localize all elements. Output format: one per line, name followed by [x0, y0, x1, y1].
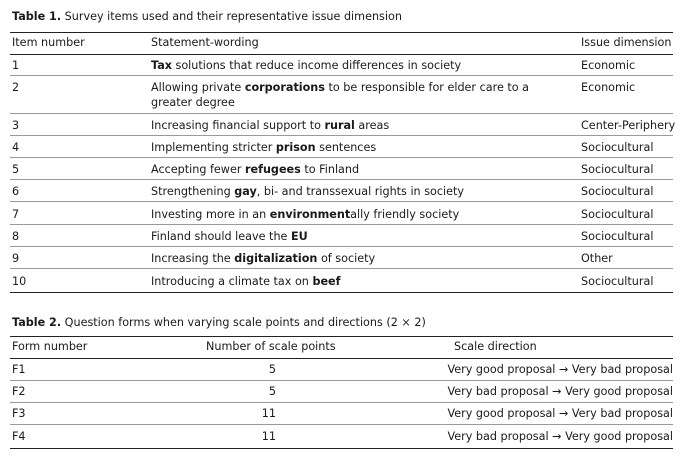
item-number: 8 — [12, 230, 20, 243]
table2-header-direction: Scale direction — [454, 340, 537, 353]
item-number: 2 — [12, 81, 20, 94]
row-divider — [10, 246, 673, 247]
statement-suffix: of society — [317, 252, 376, 265]
statement-prefix: Accepting fewer — [151, 163, 245, 176]
statement-wording — [151, 230, 551, 245]
row-divider — [10, 201, 673, 202]
item-number: 4 — [12, 141, 20, 154]
table1-bottom-rule — [10, 292, 673, 293]
table1-caption — [12, 10, 402, 23]
statement-suffix: solutions that reduce income differences in society — [171, 59, 462, 72]
statement-keyword: rural — [324, 119, 355, 132]
form-number: F1 — [12, 363, 26, 376]
issue-dimension: Other — [581, 252, 613, 265]
statement-suffix: ally friendly society — [350, 208, 460, 221]
item-number: 6 — [12, 185, 20, 198]
statement-wording — [151, 59, 551, 74]
scale-direction: Very bad proposal → Very good proposal — [447, 385, 673, 398]
statement-suffix: to be responsible for elder care to a greater degree — [151, 81, 530, 109]
table2-label: Table 2. — [12, 316, 62, 329]
statement-prefix: Implementing stricter — [151, 141, 276, 154]
item-number: 7 — [12, 208, 20, 221]
table1-header-dimension: Issue dimension — [581, 36, 672, 49]
issue-dimension: Sociocultural — [581, 185, 654, 198]
scale-points: 11 — [261, 430, 276, 443]
statement-keyword: gay — [234, 185, 257, 198]
statement-wording — [151, 208, 551, 223]
issue-dimension: Sociocultural — [581, 275, 654, 288]
table2-top-rule — [10, 336, 673, 337]
statement-suffix: , bi- and transsexual rights in society — [256, 185, 465, 198]
item-number: 3 — [12, 119, 20, 132]
row-divider — [10, 380, 673, 381]
form-number: F3 — [12, 407, 26, 420]
issue-dimension: Sociocultural — [581, 141, 654, 154]
statement-prefix: Introducing a climate tax on — [151, 275, 313, 288]
statement-keyword: digitalization — [234, 252, 318, 265]
table2-header-points: Number of scale points — [206, 340, 336, 353]
statement-keyword: EU — [290, 230, 308, 243]
row-divider — [10, 179, 673, 180]
statement-wording — [151, 252, 551, 267]
issue-dimension: Center-Periphery — [581, 119, 676, 132]
statement-keyword: beef — [312, 275, 341, 288]
table2-header-form: Form number — [12, 340, 88, 353]
scale-direction: Very good proposal → Very bad proposal — [447, 407, 673, 420]
statement-prefix: Investing more in an — [151, 208, 270, 221]
scale-points: 5 — [268, 385, 276, 398]
table2-bottom-rule — [10, 448, 673, 449]
form-number: F2 — [12, 385, 26, 398]
row-divider — [10, 424, 673, 425]
table2-header-rule — [10, 358, 673, 359]
row-divider — [10, 135, 673, 136]
statement-prefix: Increasing financial support to — [151, 119, 325, 132]
scale-points: 11 — [261, 407, 276, 420]
statement-suffix: areas — [354, 119, 390, 132]
table1-header-rule — [10, 54, 673, 55]
item-number: 10 — [12, 275, 27, 288]
issue-dimension: Sociocultural — [581, 163, 654, 176]
table2-caption — [12, 316, 426, 329]
row-divider — [10, 268, 673, 269]
statement-keyword: refugees — [245, 163, 301, 176]
statement-wording — [151, 185, 551, 200]
statement-wording — [151, 141, 551, 156]
statement-wording — [151, 163, 551, 178]
form-number: F4 — [12, 430, 26, 443]
table1-top-rule — [10, 32, 673, 33]
row-divider — [10, 75, 673, 76]
statement-keyword: environment — [269, 208, 351, 221]
statement-suffix: to Finland — [300, 163, 360, 176]
statement-keyword: Tax — [151, 59, 172, 72]
item-number: 9 — [12, 252, 20, 265]
scale-direction: Very bad proposal → Very good proposal — [447, 430, 673, 443]
statement-wording — [151, 81, 551, 110]
scale-points: 5 — [268, 363, 276, 376]
issue-dimension: Economic — [581, 81, 636, 94]
item-number: 5 — [12, 163, 20, 176]
statement-prefix: Increasing the — [151, 252, 235, 265]
issue-dimension: Sociocultural — [581, 208, 654, 221]
statement-prefix: Finland should leave the — [151, 230, 291, 243]
table1-label: Table 1. — [12, 10, 62, 23]
row-divider — [10, 224, 673, 225]
statement-wording — [151, 119, 551, 134]
issue-dimension: Sociocultural — [581, 230, 654, 243]
table2-title: Question forms when varying scale points and directions (2 × 2) — [64, 316, 426, 329]
row-divider — [10, 402, 673, 403]
statement-suffix: sentences — [315, 141, 377, 154]
table1-header-statement: Statement-wording — [151, 36, 259, 49]
table1-header-item-number: Item number — [12, 36, 85, 49]
issue-dimension: Economic — [581, 59, 636, 72]
statement-wording — [151, 275, 551, 290]
row-divider — [10, 157, 673, 158]
statement-prefix: Allowing private — [151, 81, 245, 94]
statement-keyword: prison — [275, 141, 316, 154]
statement-prefix: Strengthening — [151, 185, 235, 198]
table1-title: Survey items used and their representative issue dimension — [64, 10, 402, 23]
statement-keyword: corporations — [244, 81, 325, 94]
scale-direction: Very good proposal → Very bad proposal — [447, 363, 673, 376]
item-number: 1 — [12, 59, 20, 72]
row-divider — [10, 113, 673, 114]
